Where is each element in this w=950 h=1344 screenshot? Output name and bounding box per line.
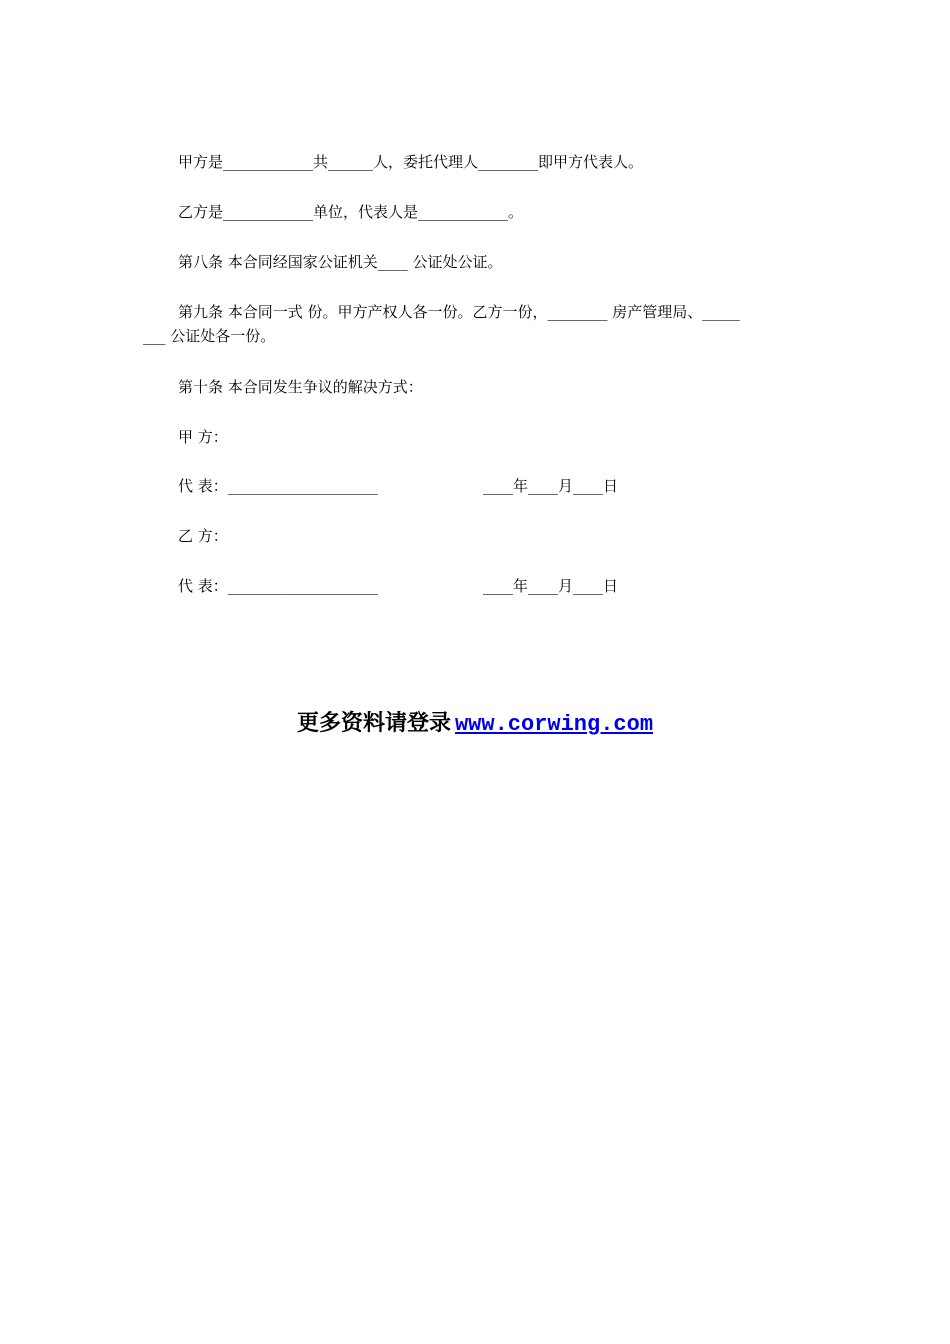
party-b-clause: 乙方是____________单位，代表人是____________。: [178, 203, 524, 221]
party-a-clause: 甲方是____________共______人，委托代理人________即甲方代表人。: [178, 153, 644, 171]
article-9-continuation: ___ 公证处各一份。: [143, 327, 276, 345]
article-10: 第十条 本合同发生争议的解决方式：: [178, 378, 423, 396]
party-a-representative: 代 表：____________________: [178, 477, 378, 495]
article-8: 第八条 本合同经国家公证机关____ 公证处公证。: [178, 253, 503, 271]
party-b-label: 乙 方：: [178, 527, 228, 545]
website-link[interactable]: www.corwing.com: [454, 712, 654, 737]
footer-text: 更多资料请登录: [296, 711, 451, 736]
party-b-representative: 代 表：____________________: [178, 577, 378, 595]
party-a-date: ____年____月____日: [483, 477, 619, 495]
footer-banner: [0, 708, 950, 740]
party-b-date: ____年____月____日: [483, 577, 619, 595]
party-a-label: 甲 方：: [178, 428, 228, 446]
article-9: 第九条 本合同一式 份。甲方产权人各一份。乙方一份，________ 房产管理局、_____: [178, 303, 740, 321]
